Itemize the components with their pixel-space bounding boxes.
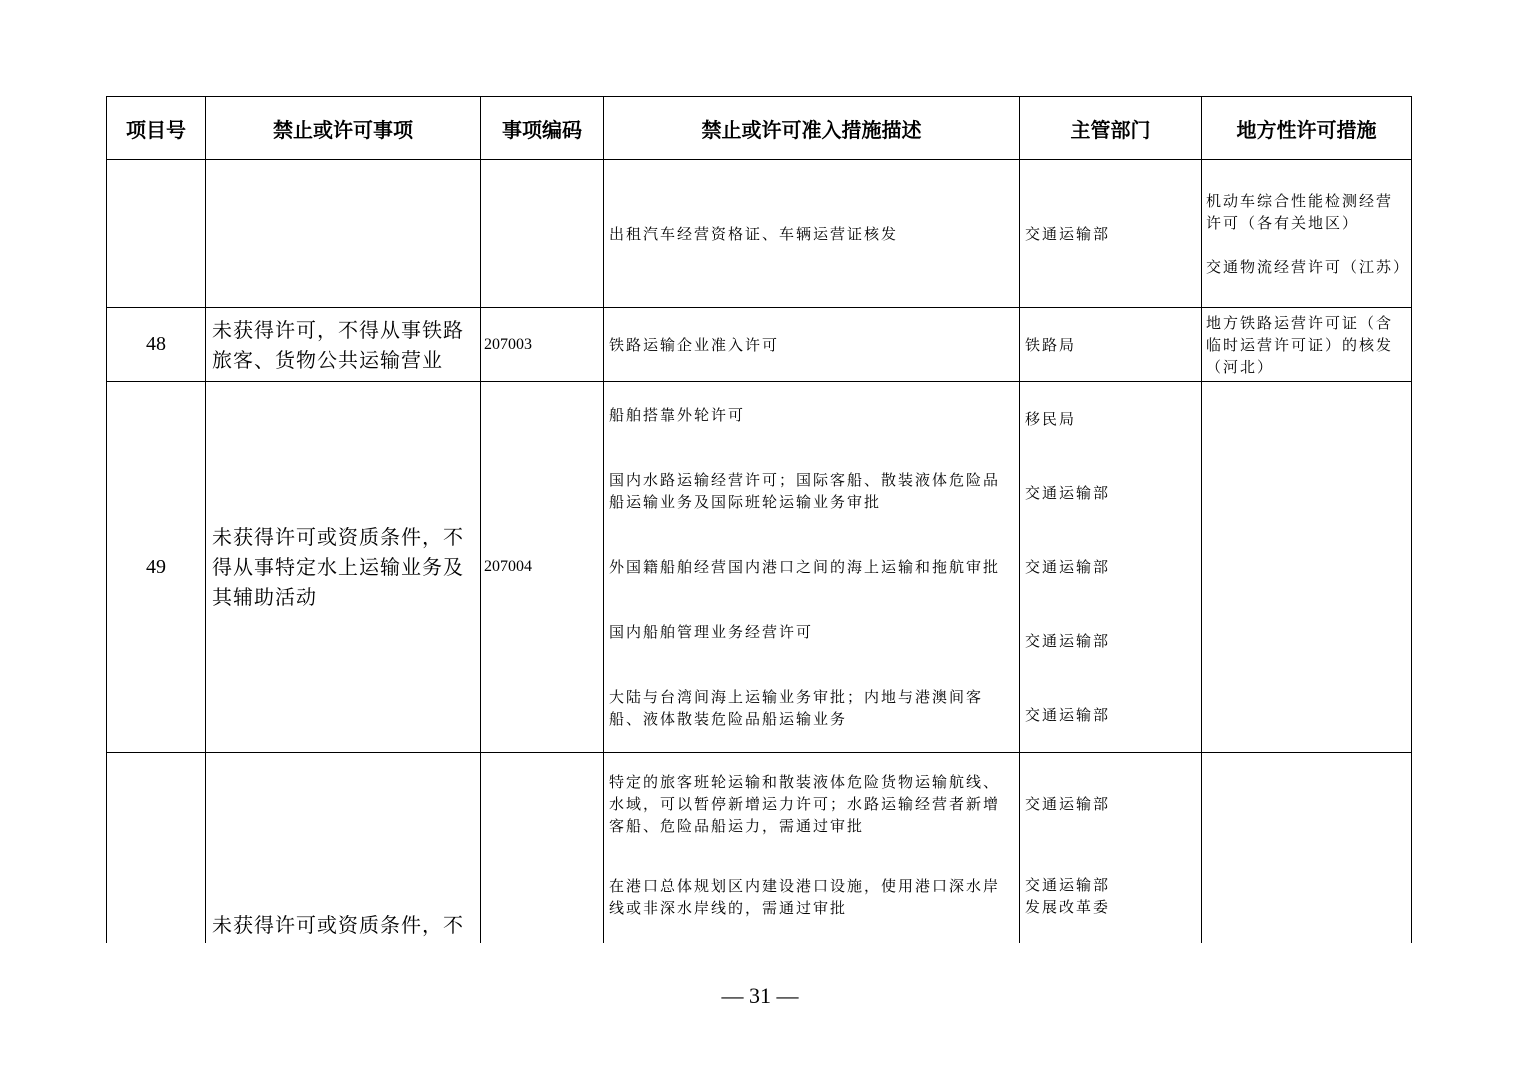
row-code: 207004 [481, 382, 604, 753]
measure-description: 在港口总体规划区内建设港口设施，使用港口深水岸线或非深水岸线的，需通过审批 [609, 877, 1001, 917]
measures-group [604, 382, 1202, 753]
measure-department: 交通运输部 [1025, 706, 1111, 724]
header-description: 禁止或许可准入措施描述 [604, 97, 1020, 160]
header-local-measures: 地方性许可措施 [1202, 97, 1412, 160]
table-row [107, 308, 1412, 382]
local-measures [1202, 382, 1412, 753]
page-number: — 31 — [721, 983, 799, 1008]
measure-description: 铁路运输企业准入许可 [604, 308, 1020, 382]
measure-description: 特定的旅客班轮运输和散装液体危险货物运输航线、水域，可以暂停新增运力许可；水路运输经营者新增客船、危险品船运力，需通过审批 [609, 773, 1001, 835]
row-code: 207003 [481, 308, 604, 382]
row-number: 49 [107, 382, 206, 753]
row-number [107, 753, 206, 944]
row-code [481, 160, 604, 308]
measure-department: 交通运输部 发展改革委 [1025, 876, 1111, 916]
measure-department: 交通运输部 [1025, 558, 1111, 576]
local-measure: 机动车综合性能检测经营许可（各有关地区） [1206, 191, 1394, 232]
table-row [107, 382, 1412, 753]
row-item: 未获得许可，不得从事铁路旅客、货物公共运输营业 [206, 308, 481, 382]
measure-description: 出租汽车经营资格证、车辆运营证核发 [604, 160, 1020, 308]
row-number: 48 [107, 308, 206, 382]
measure-description: 国内船舶管理业务经营许可 [609, 623, 814, 642]
permit-table [106, 96, 1412, 943]
measure-department: 交通运输部 [1025, 795, 1111, 813]
measure-description: 大陆与台湾间海上运输业务审批；内地与港澳间客船、液体散装危险品船运输业务 [609, 688, 984, 729]
measures-group [604, 753, 1202, 944]
measure-description: 国内水路运输经营许可；国际客船、散装液体危险品船运输业务及国际班轮运输业务审批 [609, 470, 1001, 511]
measure-department: 铁路局 [1020, 308, 1202, 382]
measure-department: 交通运输部 [1020, 160, 1202, 308]
row-item: 未获得许可或资质条件，不得从事特定水上运输业务及其辅助活动 [206, 382, 481, 753]
measure-department: 移民局 [1025, 410, 1077, 428]
header-item-number: 项目号 [107, 97, 206, 160]
measure-department: 交通运输部 [1025, 484, 1111, 502]
measure-description: 外国籍船舶经营国内港口之间的海上运输和拖航审批 [609, 557, 1001, 576]
table-row [107, 753, 1412, 944]
row-code [481, 753, 604, 944]
measure-department: 交通运输部 [1025, 632, 1111, 650]
row-item [206, 160, 481, 308]
local-measures [1202, 160, 1412, 308]
row-number [107, 160, 206, 308]
header-item: 禁止或许可事项 [206, 97, 481, 160]
table-row [107, 160, 1412, 308]
local-measures [1202, 753, 1412, 944]
header-department: 主管部门 [1020, 97, 1202, 160]
header-code: 事项编码 [481, 97, 604, 160]
local-measure: 地方铁路运营许可证（含临时运营许可证）的核发（河北） [1202, 308, 1412, 382]
measure-description: 船舶搭靠外轮许可 [609, 405, 746, 424]
local-measure: 交通物流经营许可（江苏） [1206, 257, 1411, 276]
table-header-row [107, 97, 1412, 160]
row-item: 未获得许可或资质条件，不 [206, 753, 481, 944]
